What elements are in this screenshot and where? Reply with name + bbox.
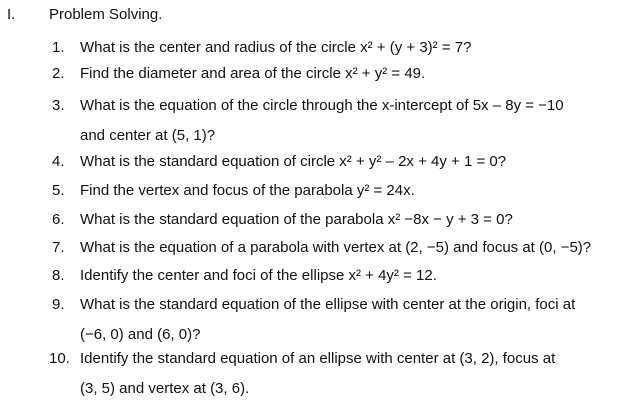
problem-text-continuation: and center at (5, 1)? [80, 127, 216, 144]
problem-text: Identify the center and foci of the ellipse x² + 4y² = 12. [80, 267, 437, 284]
problem-number: 6. [52, 211, 65, 228]
problem-number: 3. [52, 97, 65, 114]
problem-number: 2. [52, 65, 65, 82]
problem-text-continuation: (−6, 0) and (6, 0)? [80, 326, 201, 343]
problem-text: What is the standard equation of circle x² + y² – 2x + 4y + 1 = 0? [80, 153, 507, 170]
problem-text: What is the equation of the circle through the x-intercept of 5x – 8y = −10 [80, 97, 564, 114]
section-heading [7, 5, 162, 25]
problem-text: What is the standard equation of the ellipse with center at the origin, foci at [80, 296, 576, 313]
problem-text: Find the diameter and area of the circle x² + y² = 49. [80, 65, 426, 82]
problem-text-continuation: (3, 5) and vertex at (3, 6). [80, 380, 250, 397]
problem-text: What is the center and radius of the circle x² + (y + 3)² = 7? [80, 39, 472, 56]
problem-number: 8. [52, 267, 65, 284]
section-title: Problem Solving. [49, 6, 163, 23]
problem-text: What is the equation of a parabola with vertex at (2, −5) and focus at (0, −5)? [80, 239, 592, 256]
problem-text: What is the standard equation of the parabola x² −8x − y + 3 = 0? [80, 211, 513, 228]
problem-text: Find the vertex and focus of the parabola y² = 24x. [80, 182, 415, 199]
problem-number: 5. [52, 182, 65, 199]
problem-text: Identify the standard equation of an ellipse with center at (3, 2), focus at [80, 350, 556, 367]
problem-number: 10. [49, 350, 70, 367]
section-roman-numeral: I. [7, 6, 16, 23]
problem-number: 4. [52, 153, 65, 170]
problem-number: 1. [52, 39, 65, 56]
problem-number: 9. [52, 296, 65, 313]
problem-number: 7. [52, 239, 65, 256]
